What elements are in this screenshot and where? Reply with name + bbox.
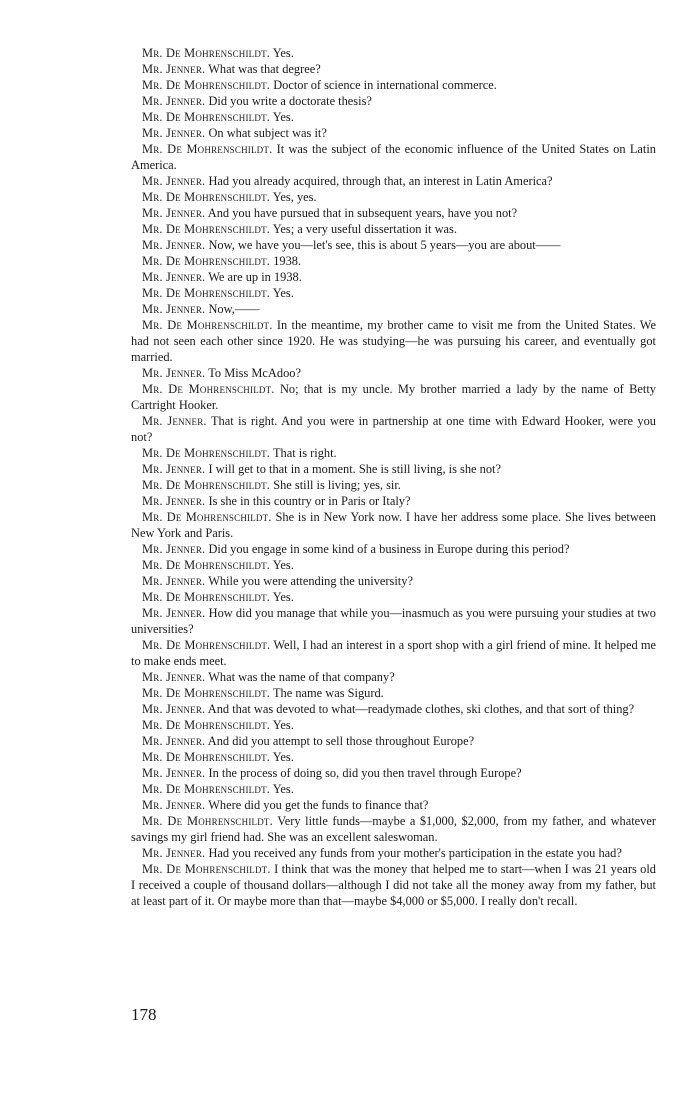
speaker-name: Mr. De Mohrenschildt. [142, 862, 271, 876]
statement-text: In the meantime, my brother came to visit me from the United States. We had not seen each other since 1920. He was studying—he was pursuing his career, and eventually got married. [131, 318, 656, 364]
testimony-paragraph [131, 109, 656, 125]
speaker-name: Mr. De Mohrenschildt. [142, 750, 271, 764]
statement-text: Had you received any funds from your mother's participation in the estate you had? [208, 846, 622, 860]
speaker-name: Mr. Jenner. [142, 846, 206, 860]
statement-text: That is right. [272, 446, 337, 460]
speaker-name: Mr. Jenner. [142, 574, 206, 588]
speaker-name: Mr. De Mohrenschildt. [142, 78, 271, 92]
speaker-name: Mr. De Mohrenschildt. [142, 718, 271, 732]
speaker-name: Mr. Jenner. [142, 94, 206, 108]
testimony-paragraph [131, 173, 656, 189]
speaker-name: Mr. Jenner. [142, 206, 206, 220]
statement-text: Now,—— [208, 302, 260, 316]
speaker-name: Mr. De Mohrenschildt. [142, 382, 275, 396]
statement-text: Yes. [272, 286, 294, 300]
statement-text: And did you attempt to sell those throughout Europe? [207, 734, 475, 748]
statement-text: What was the name of that company? [208, 670, 395, 684]
testimony-paragraph [131, 669, 656, 685]
statement-text: On what subject was it? [208, 126, 327, 140]
speaker-name: Mr. Jenner. [142, 766, 206, 780]
statement-text: Yes; a very useful dissertation it was. [272, 222, 457, 236]
statement-text: And you have pursued that in subsequent years, have you not? [207, 206, 518, 220]
statement-text: That is right. And you were in partnership at one time with Edward Hooker, were you not? [131, 414, 657, 444]
statement-text: Yes. [272, 590, 294, 604]
testimony-paragraph [131, 637, 656, 669]
speaker-name: Mr. Jenner. [142, 366, 206, 380]
statement-text: Is she in this country or in Paris or Italy? [208, 494, 411, 508]
testimony-paragraph [131, 461, 656, 477]
speaker-name: Mr. De Mohrenschildt. [142, 142, 273, 156]
speaker-name: Mr. De Mohrenschildt. [142, 686, 271, 700]
statement-text: Yes. [272, 558, 294, 572]
transcript-body [131, 45, 656, 909]
testimony-paragraph [131, 93, 656, 109]
speaker-name: Mr. De Mohrenschildt. [142, 190, 271, 204]
testimony-paragraph [131, 717, 656, 733]
testimony-paragraph [131, 205, 656, 221]
statement-text: Yes. [272, 110, 294, 124]
statement-text: Well, I had an interest in a sport shop with a girl friend of mine. It helped me to make ends meet. [131, 638, 656, 668]
testimony-paragraph [131, 317, 656, 365]
speaker-name: Mr. Jenner. [142, 798, 206, 812]
testimony-paragraph [131, 685, 656, 701]
statement-text: I think that was the money that helped me to start—when I was 21 years old I received a couple of thousand dollars—although I did not take all the money away from my father, but at least part of it. Or maybe more than that—maybe $4,000 or $5,000. I really don't recall. [131, 862, 656, 908]
statement-text: Yes. [272, 782, 294, 796]
testimony-paragraph [131, 61, 656, 77]
speaker-name: Mr. Jenner. [142, 670, 206, 684]
statement-text: No; that is my uncle. My brother married a lady by the name of Betty Cartright Hooker. [131, 382, 656, 412]
testimony-paragraph [131, 541, 656, 557]
statement-text: While you were attending the university? [208, 574, 413, 588]
speaker-name: Mr. De Mohrenschildt. [142, 318, 273, 332]
testimony-paragraph [131, 813, 656, 845]
testimony-paragraph [131, 733, 656, 749]
testimony-paragraph [131, 253, 656, 269]
statement-text: Very little funds—maybe a $1,000, $2,000, from my father, and whatever savings my girl friend had. She was an excellent saleswoman. [131, 814, 656, 844]
testimony-paragraph [131, 269, 656, 285]
testimony-paragraph [131, 845, 656, 861]
page-number: 178 [131, 1005, 157, 1024]
testimony-paragraph [131, 445, 656, 461]
statement-text: Now, we have you—let's see, this is about 5 years—you are about—— [208, 238, 561, 252]
speaker-name: Mr. Jenner. [142, 542, 206, 556]
testimony-paragraph [131, 285, 656, 301]
speaker-name: Mr. Jenner. [142, 270, 206, 284]
testimony-paragraph [131, 141, 656, 173]
statement-text: She is in New York now. I have her address some place. She lives between New York and Paris. [131, 510, 656, 540]
statement-text: In the process of doing so, did you then travel through Europe? [208, 766, 522, 780]
speaker-name: Mr. De Mohrenschildt. [142, 590, 271, 604]
statement-text: Doctor of science in international commerce. [273, 78, 497, 92]
testimony-paragraph [131, 237, 656, 253]
statement-text: Yes. [272, 46, 294, 60]
speaker-name: Mr. De Mohrenschildt. [142, 814, 273, 828]
testimony-paragraph [131, 125, 656, 141]
testimony-paragraph [131, 509, 656, 541]
testimony-paragraph [131, 765, 656, 781]
speaker-name: Mr. De Mohrenschildt. [142, 638, 271, 652]
testimony-paragraph [131, 189, 656, 205]
testimony-paragraph [131, 797, 656, 813]
statement-text: It was the subject of the economic influence of the United States on Latin America. [131, 142, 656, 172]
speaker-name: Mr. Jenner. [142, 126, 206, 140]
speaker-name: Mr. Jenner. [142, 174, 206, 188]
testimony-paragraph [131, 493, 656, 509]
speaker-name: Mr. De Mohrenschildt. [142, 222, 271, 236]
speaker-name: Mr. De Mohrenschildt. [142, 510, 272, 524]
testimony-paragraph [131, 861, 656, 909]
speaker-name: Mr. De Mohrenschildt. [142, 254, 271, 268]
testimony-paragraph [131, 605, 656, 637]
speaker-name: Mr. Jenner. [142, 238, 206, 252]
testimony-paragraph [131, 365, 656, 381]
speaker-name: Mr. Jenner. [142, 494, 206, 508]
speaker-name: Mr. De Mohrenschildt. [142, 478, 271, 492]
speaker-name: Mr. De Mohrenschildt. [142, 558, 271, 572]
testimony-paragraph [131, 557, 656, 573]
statement-text: Did you engage in some kind of a business in Europe during this period? [208, 542, 570, 556]
statement-text: Yes, yes. [272, 190, 317, 204]
speaker-name: Mr. De Mohrenschildt. [142, 446, 271, 460]
testimony-paragraph [131, 477, 656, 493]
speaker-name: Mr. Jenner. [142, 302, 206, 316]
speaker-name: Mr. Jenner. [142, 734, 206, 748]
speaker-name: Mr. De Mohrenschildt. [142, 110, 271, 124]
speaker-name: Mr. De Mohrenschildt. [142, 286, 271, 300]
statement-text: Had you already acquired, through that, an interest in Latin America? [208, 174, 553, 188]
statement-text: Yes. [272, 750, 294, 764]
statement-text: We are up in 1938. [208, 270, 302, 284]
statement-text: To Miss McAdoo? [208, 366, 301, 380]
statement-text: Did you write a doctorate thesis? [208, 94, 372, 108]
speaker-name: Mr. Jenner. [142, 414, 207, 428]
testimony-paragraph [131, 301, 656, 317]
testimony-paragraph [131, 221, 656, 237]
testimony-paragraph [131, 701, 656, 717]
statement-text: 1938. [273, 254, 302, 268]
testimony-paragraph [131, 749, 656, 765]
statement-text: The name was Sigurd. [272, 686, 384, 700]
testimony-paragraph [131, 781, 656, 797]
statement-text: I will get to that in a moment. She is still living, is she not? [208, 462, 501, 476]
speaker-name: Mr. De Mohrenschildt. [142, 46, 271, 60]
testimony-paragraph [131, 589, 656, 605]
testimony-paragraph [131, 413, 656, 445]
testimony-paragraph [131, 381, 656, 413]
testimony-paragraph [131, 45, 656, 61]
speaker-name: Mr. De Mohrenschildt. [142, 782, 271, 796]
speaker-name: Mr. Jenner. [142, 702, 206, 716]
speaker-name: Mr. Jenner. [142, 462, 206, 476]
statement-text: What was that degree? [208, 62, 321, 76]
testimony-paragraph [131, 77, 656, 93]
statement-text: Yes. [272, 718, 294, 732]
speaker-name: Mr. Jenner. [142, 62, 206, 76]
statement-text: How did you manage that while you—inasmuch as you were pursuing your studies at two universities? [131, 606, 656, 636]
statement-text: And that was devoted to what—readymade clothes, ski clothes, and that sort of thing? [207, 702, 635, 716]
testimony-paragraph [131, 573, 656, 589]
statement-text: Where did you get the funds to finance that? [208, 798, 429, 812]
statement-text: She still is living; yes, sir. [273, 478, 401, 492]
speaker-name: Mr. Jenner. [142, 606, 206, 620]
